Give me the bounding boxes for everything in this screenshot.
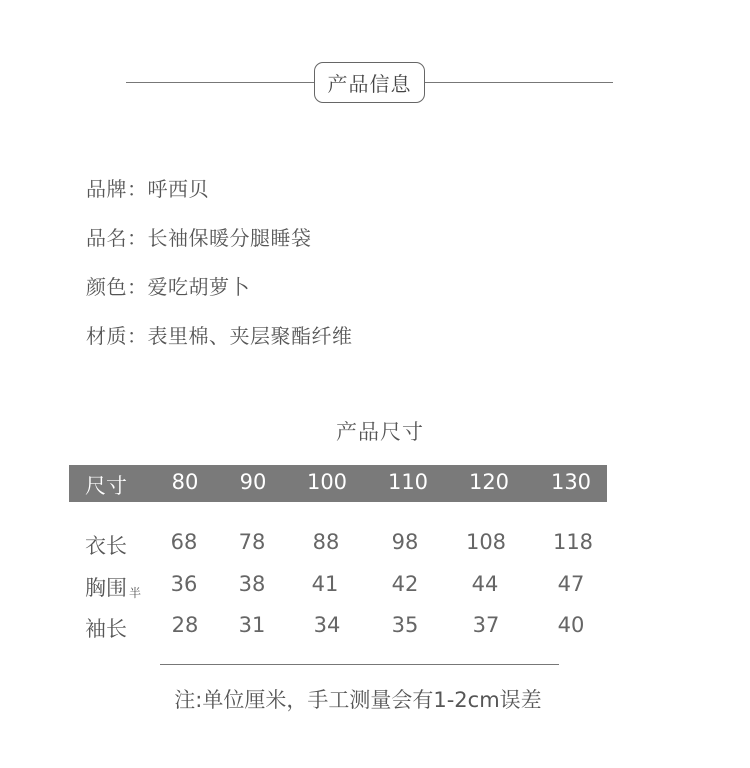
size-header-100: 100 — [306, 470, 348, 494]
info-product-name-value: 长袖保暖分腿睡袋 — [147, 226, 312, 250]
table-cell: 98 — [391, 530, 419, 554]
table-cell: 44 — [471, 572, 499, 596]
table-cell: 35 — [391, 613, 419, 637]
footnote-divider — [160, 664, 559, 665]
footnote: 注:单位厘米，手工测量会有1-2cm误差 — [174, 688, 542, 712]
size-header-110: 110 — [387, 470, 429, 494]
table-cell: 41 — [311, 572, 339, 596]
table-cell: 38 — [238, 572, 266, 596]
table-cell: 40 — [557, 613, 585, 637]
size-header-80: 80 — [171, 470, 199, 494]
info-brand — [86, 173, 209, 202]
table-cell: 68 — [170, 530, 198, 554]
table-cell: 47 — [557, 572, 585, 596]
table-cell: 37 — [472, 613, 500, 637]
title-divider-left — [126, 82, 314, 83]
size-title: 产品尺寸 — [336, 420, 424, 444]
table-cell: 28 — [171, 613, 199, 637]
row-label-sleeve: 袖长 — [85, 617, 127, 641]
table-cell: 108 — [465, 530, 507, 554]
info-product-name — [86, 222, 312, 251]
size-header-130: 130 — [550, 470, 592, 494]
info-material — [86, 320, 353, 349]
table-cell: 34 — [313, 613, 341, 637]
info-brand-value: 呼西贝 — [147, 177, 209, 201]
section-title: 产品信息 — [314, 62, 425, 103]
size-header-90: 90 — [239, 470, 267, 494]
info-material-label: 材质 ： — [86, 324, 148, 348]
table-cell: 88 — [312, 530, 340, 554]
info-material-value: 表里棉、夹层聚酯纤维 — [147, 324, 353, 348]
info-brand-label: 品牌 ： — [86, 177, 148, 201]
title-divider-right — [425, 82, 613, 83]
table-cell: 42 — [391, 572, 419, 596]
table-cell: 118 — [552, 530, 594, 554]
row-label-length: 衣长 — [85, 534, 127, 558]
row-label-chest-text: 胸围 — [85, 576, 127, 600]
row-label-chest-note: 半 — [129, 586, 142, 600]
size-header-120: 120 — [468, 470, 510, 494]
table-cell: 31 — [238, 613, 266, 637]
info-color-value: 爱吃胡萝卜 — [147, 275, 250, 299]
table-cell: 78 — [238, 530, 266, 554]
row-label-chest — [85, 572, 141, 602]
info-product-name-label: 品名 ： — [86, 226, 148, 250]
size-header-label: 尺寸 — [85, 474, 127, 498]
table-cell: 36 — [170, 572, 198, 596]
info-color — [86, 271, 250, 300]
info-color-label: 颜色 ： — [86, 275, 148, 299]
